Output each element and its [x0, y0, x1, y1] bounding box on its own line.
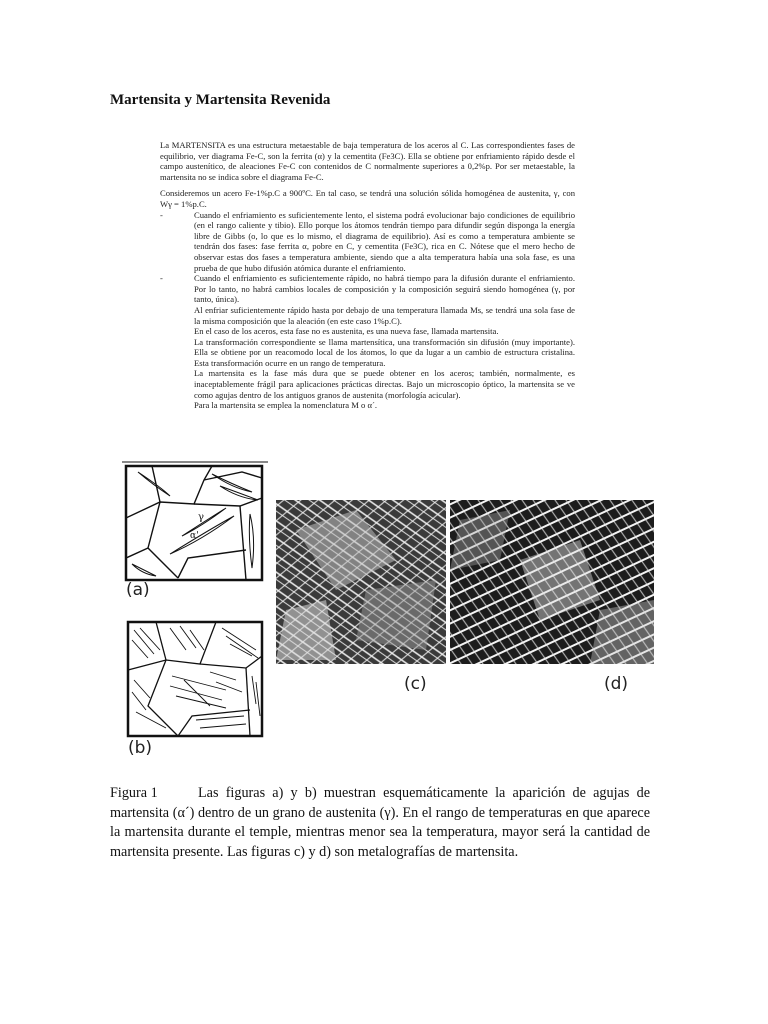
caption-lead: Figura 1	[110, 785, 158, 801]
alpha-prime-symbol: α'	[190, 531, 199, 541]
scan-list-item-1	[160, 210, 575, 274]
figure-c-metallograph	[276, 500, 446, 664]
scan-sub-5: Para la martensita se emplea la nomenclatura M o α´.	[194, 400, 377, 411]
figure-caption	[110, 784, 650, 862]
list-dash: -	[160, 209, 163, 220]
scan-sub-3: La transformación correspondiente se llama martensítica, una transformación sin difusión (muy importante). Ella se obtiene por un reacomodo local de los átomos, lo que da lugar a un cambio de estructura cristalina. Esta transformación ocurre en un rango de temperatura.	[194, 336, 575, 368]
document-title: Martensita y Martensita Revenida	[110, 92, 331, 108]
figure-a-label: (a)	[126, 580, 150, 600]
figure-d-label: (d)	[604, 674, 629, 694]
scan-paragraph-1: La MARTENSITA es una estructura metaestable de baja temperatura de los aceros al C. Las correspondientes fases de equilibrio, ver diagrama Fe-C, son la ferrita (α) y la cementita (Fe3C). Ella se obtiene por enfriamiento rápido desde el campo austenítico, de aleaciones Fe-C con contenidos de C normalmente superiores a 0,2%p. Por ser metaestable, la martensita no se indica sobre el diagrama Fe-C.	[160, 140, 575, 182]
scan-list-item-2	[160, 273, 575, 305]
gamma-symbol: γ	[198, 512, 204, 523]
caption-text: Las figuras a) y b) muestran esquemáticamente la aparición de agujas de martensita (α´) dentro de un grano de austenita (γ). En el rango de temperaturas en que aparece la martensita durante el temple, mientras menor sea la temperatura, mayor será la cantidad de martensita presente. Las figuras c) y d) son metalografías de martensita.	[110, 785, 650, 860]
figure-a-schematic	[122, 458, 268, 586]
scanned-text-block	[160, 140, 575, 411]
scan-item-2-text: Cuando el enfriamiento es suficientemente rápido, no habrá tiempo para la difusión durante el enfriamiento. Por lo tanto, no habrá cambios locales de composición y la composición seguirá siendo homogénea (γ, por tanto, única).	[194, 273, 575, 305]
scan-sub-4: La martensita es la fase más dura que se puede obtener en los aceros; también, normalmente, es inaceptablemente frágil para aplicaciones prácticas directas. Bajo un microscopio óptico, la martensita se ve como agujas dentro de los antiguos granos de austenita (morfología acicular).	[194, 368, 575, 400]
scan-sub-2: En el caso de los aceros, esta fase no es austenita, es una nueva fase, llamada martensita.	[194, 326, 499, 337]
list-dash: -	[160, 273, 163, 284]
scan-item-1-text: Cuando el enfriamiento es suficientemente lento, el sistema podrá evolucionar bajo condiciones de equilibrio (en el rango caliente y tibio). Ello porque los átomos tendrán tiempo para difundir según disponga la energía libre de Gibbs (o, lo que es lo mismo, el diagrama de equilibrio). Así es como a temperatura ambiente se tendrán dos fases: fase ferrita α, pobre en C, y cementita (Fe3C), rica en C. Nótese que el mero hecho de observar estas dos fases a temperatura ambiente, siendo que a alta temperatura había una sola fase, es una prueba de que hubo difusión atómica durante el enfriamiento.	[194, 209, 575, 273]
scan-paragraph-2: Consideremos un acero Fe-1%p.C a 900ºC. En tal caso, se tendrá una solución sólida homogénea de austenita, γ, con Wγ = 1%p.C.	[160, 188, 575, 209]
figure-b-schematic	[126, 620, 266, 740]
figure-d-metallograph	[450, 500, 654, 664]
scan-sub-1: Al enfriar suficientemente rápido hasta por debajo de una temperatura llamada Ms, se tendrá una sola fase de la misma composición que la aleación (en este caso 1%p.C).	[194, 304, 575, 326]
figure-c-label: (c)	[404, 674, 427, 694]
figure-b-label: (b)	[128, 738, 153, 758]
